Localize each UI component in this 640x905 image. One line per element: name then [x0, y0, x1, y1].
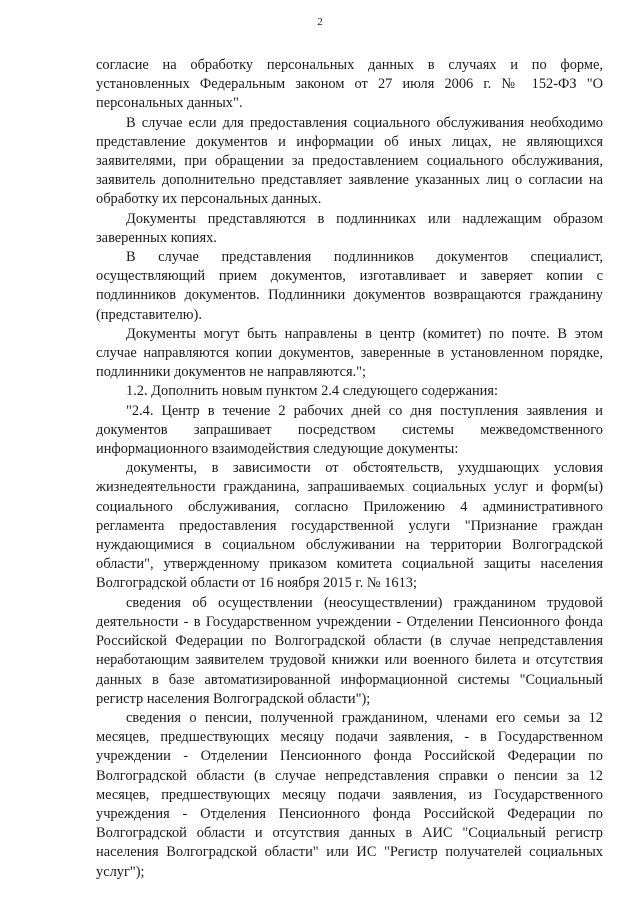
- paragraph-pension-info: сведения о пенсии, полученной гражданином, членами его семьи за 12 месяцев, предшествующих месяцу подачи заявления, - в Государственном учреждении - Отделении Пенсионного фонда Российской Федерации по Волгоградской области (в случае непредставления справки о пенсии за 12 месяцев, предшествующих месяцу подачи заявления, из Государственного учреждения - Отделения Пенсионного фонда Российской Федерации по Волгоградской области и отсутствия данных в АИС "Социальный регистр населения Волгоградской области" или ИС "Регистр получателей социальных услуг");: [96, 709, 603, 880]
- paragraph-sent-by-mail: Документы могут быть направлены в центр (комитет) по почте. В этом случае направляются копии документов, заверенные в установленном порядке, подлинники документов не направляются.";: [96, 325, 603, 381]
- paragraph-originals-returned: В случае представления подлинников документов специалист, осуществляющий прием документов, изготавливает и заверяет копии с подлинников документов. Подлинники документов возвращаются гражданину (представителю).: [96, 249, 603, 323]
- document-body: [96, 56, 603, 882]
- paragraph-amendment-1-2: 1.2. Дополнить новым пунктом 2.4 следующего содержания:: [126, 383, 498, 400]
- paragraph-originals-or-copies: Документы представляются в подлинниках или надлежащим образом заверенных копиях.: [96, 210, 603, 246]
- paragraph-documents-circumstances: документы, в зависимости от обстоятельств, ухудшающих условия жизнедеятельности гражданина, запрашиваемых социальных услуг и форм(ы) социального обслуживания, согласно Приложению 4 административного регламента предоставления государственной услуги "Признание граждан нуждающимися в социальном обслуживании на территории Волгоградской области", утвержденному приказом комитета социальной защиты населения Волгоградской области от 16 ноября 2015 г. № 1613;: [96, 460, 603, 592]
- paragraph-point-2-4: "2.4. Центр в течение 2 рабочих дней со дня поступления заявления и документов запрашивает посредством системы межведомственного информационного взаимодействия следующие документы:: [96, 402, 603, 458]
- page-number: 2: [317, 16, 323, 28]
- paragraph-labor-activity: сведения об осуществлении (неосуществлении) гражданином трудовой деятельности - в Государственном учреждении - Отделении Пенсионного фонда Российской Федерации по Волгоградской области (в случае непредставления неработающим заявителем трудовой книжки или военного билета и отсутствия данных в базе автоматизированной информационной системы "Социальный регистр населения Волгоградской области");: [96, 594, 603, 707]
- paragraph-consent-law: согласие на обработку персональных данных в случаях и по форме, установленных Федеральным законом от 27 июля 2006 г. № 152-ФЗ "О персональных данных".: [96, 57, 603, 112]
- paragraph-other-persons: В случае если для предоставления социального обслуживания необходимо представление документов и информации об иных лицах, не являющихся заявителями, при обращении за предоставлением социального обслуживания, заявитель дополнительно представляет заявление указанных лиц о согласии на обработку их персональных данных.: [96, 114, 603, 208]
